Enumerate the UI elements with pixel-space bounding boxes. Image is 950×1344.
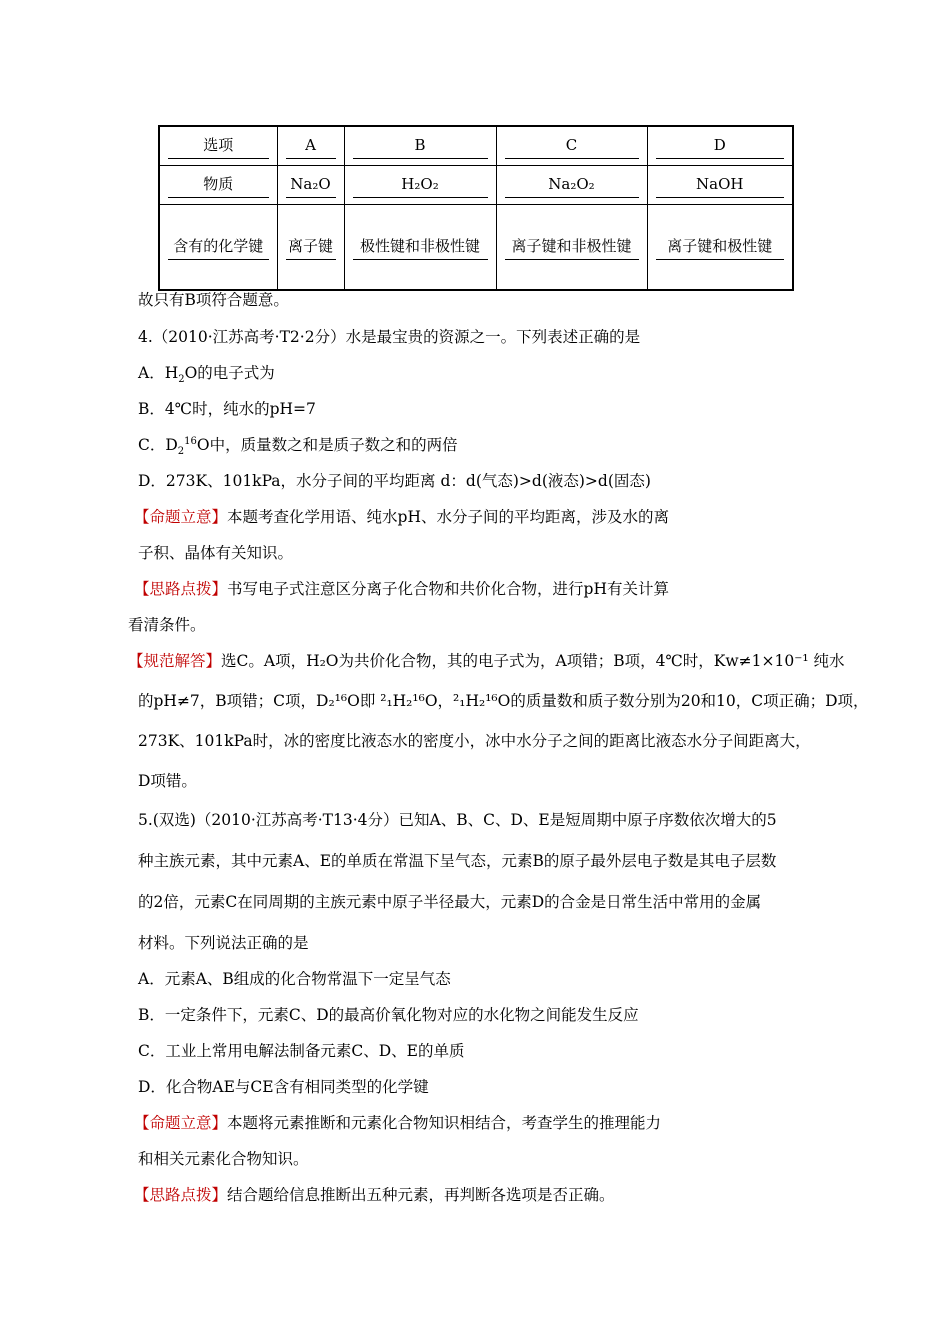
table-cell: B (344, 126, 496, 166)
table-cell: 极性键和非极性键 (344, 205, 496, 291)
table-row (159, 205, 793, 291)
q5-intent: 【命题立意】本题将元素推断和元素化合物知识相结合，考查学生的推理能力 (134, 1114, 662, 1132)
q5-stem-4: 材料。下列说法正确的是 (138, 934, 309, 952)
q4-hint-cont: 看清条件。 (128, 616, 206, 634)
q5-hint: 【思路点拨】结合题给信息推断出五种元素，再判断各选项是否正确。 (134, 1186, 615, 1204)
q5-option-c: C．工业上常用电解法制备元素C、D、E的单质 (138, 1042, 465, 1060)
table-row (159, 126, 793, 166)
q3-conclusion: 故只有B项符合题意。 (138, 291, 289, 309)
q4-hint: 【思路点拨】书写电子式注意区分离子化合物和共价化合物，进行pH有关计算 (134, 580, 669, 598)
q5-option-b: B．一定条件下，元素C、D的最高价氧化物对应的水化物之间能发生反应 (138, 1006, 639, 1024)
q4-answer-2: 的pH≠7，B项错；C项，D₂¹⁶O即 ²₁H₂¹⁶O，²₁H₂¹⁶O的质量数和质子数分别为20和10，C项正确；D项， (138, 692, 869, 710)
table-cell: Na₂O₂ (496, 166, 647, 205)
q4-option-d: D．273K、101kPa，水分子间的平均距离 d：d(气态)>d(液态)>d(固态) (138, 472, 651, 490)
q5-intent-cont: 和相关元素化合物知识。 (138, 1150, 309, 1168)
table-cell: Na₂O (277, 166, 344, 205)
table-cell: A (277, 126, 344, 166)
q5-stem-2: 种主族元素，其中元素A、E的单质在常温下呈气态，元素B的原子最外层电子数是其电子层数 (138, 852, 777, 870)
table-cell: 离子键和极性键 (647, 205, 793, 291)
table-row (159, 166, 793, 205)
q4-answer-4: D项错。 (138, 772, 197, 790)
q4-option-b: B．4℃时，纯水的pH=7 (138, 400, 316, 418)
hint-label: 【思路点拨】 (134, 580, 228, 598)
intent-label: 【命题立意】 (134, 1114, 228, 1132)
q4-option-a: A．$H_2O$的电子式为 (138, 364, 275, 386)
q4-stem: 4.（2010·江苏高考·T2·2分）水是最宝贵的资源之一。下列表述正确的是 (138, 328, 641, 346)
q5-option-a: A．元素A、B组成的化合物常温下一定呈气态 (138, 970, 451, 988)
q4-option-c: C．$D_2^{16}O$中，质量数之和是质子数之和的两倍 (138, 435, 458, 458)
q5-stem-1: 5.(双选)（2010·江苏高考·T13·4分）已知A、B、C、D、E是短周期中原子序数依次增大的5 (138, 811, 777, 829)
hint-label: 【思路点拨】 (134, 1186, 228, 1204)
q4-intent-cont: 子积、晶体有关知识。 (138, 544, 294, 562)
table-cell: 物质 (159, 166, 277, 205)
table-cell: C (496, 126, 647, 166)
table-cell: H₂O₂ (344, 166, 496, 205)
table-cell: 选项 (159, 126, 277, 166)
table-cell: D (647, 126, 793, 166)
intent-label: 【命题立意】 (134, 508, 228, 526)
table-cell: 含有的化学键 (159, 205, 277, 291)
q4-answer: 【规范解答】选C。A项，H₂O为共价化合物，其的电子式为，A项错；B项，4℃时，Kw≠1×10⁻¹ 纯水 (128, 652, 845, 670)
q5-stem-3: 的2倍，元素C在同周期的主族元素中原子半径最大，元素D的合金是日常生活中常用的金属 (138, 893, 762, 911)
q4-intent: 【命题立意】本题考查化学用语、纯水pH、水分子间的平均距离，涉及水的离 (134, 508, 669, 526)
q5-option-d: D．化合物AE与CE含有相同类型的化学键 (138, 1078, 429, 1096)
table-cell: NaOH (647, 166, 793, 205)
answer-label: 【规范解答】 (128, 652, 222, 670)
bond-type-table (158, 125, 794, 291)
table-cell: 离子键和非极性键 (496, 205, 647, 291)
q4-answer-3: 273K、101kPa时，冰的密度比液态水的密度小，冰中水分子之间的距离比液态水分子间距离大， (138, 732, 811, 750)
table-cell: 离子键 (277, 205, 344, 291)
